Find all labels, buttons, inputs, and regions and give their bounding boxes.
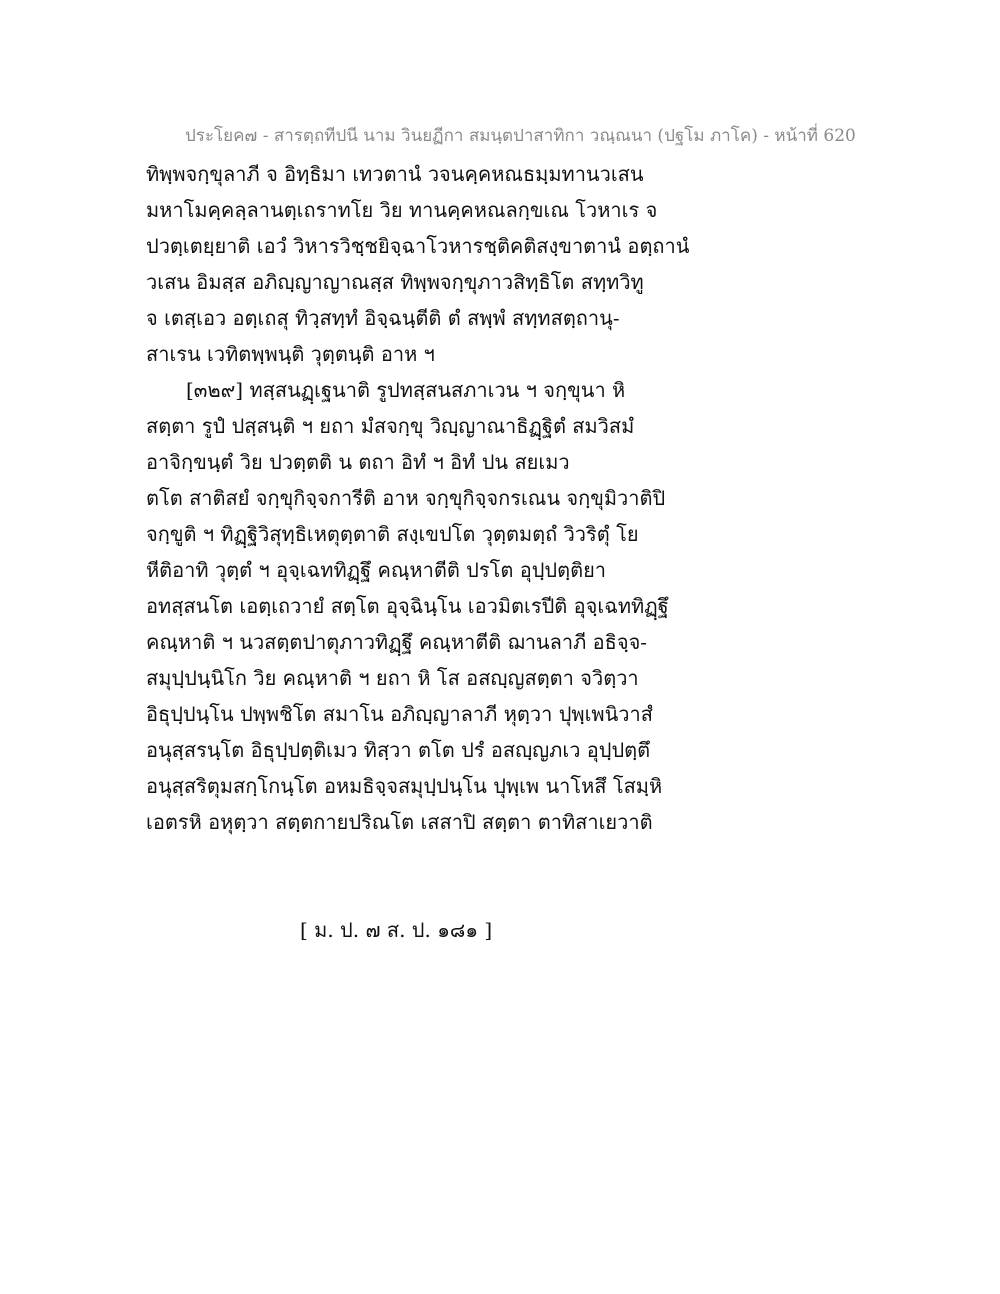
paragraph-start-line: [๓๒๙] ทสฺสนฏฺเฐนาติ รูปทสฺสนสภาเวน ฯ จกฺขุนา หิ xyxy=(186,378,626,402)
text-line: สตฺตา รูปํ ปสฺสนฺติ ฯ ยถา มํสจกฺขุ วิญฺญาณาธิฏฺฐิตํ สมวิสมํ xyxy=(146,414,635,438)
text-line: ตโต สาติสยํ จกฺขุกิจฺจการีติ อาห จกฺขุกิจฺจกรเณน จกฺขุมิวาติปิ xyxy=(146,486,666,510)
text-line: เอตรหิ อหุตฺวา สตฺตกายปริณโต เสสาปิ สตฺตา ตาทิสาเยวาติ xyxy=(146,810,653,834)
text-line: หีติอาทิ วุตฺตํ ฯ อุจฺเฉททิฏฺฐึ คณฺหาตีติ ปรโต อุปฺปตฺติยา xyxy=(146,558,607,582)
text-line: คณฺหาติ ฯ นวสตฺตปาตุภาวทิฏฺฐึ คณฺหาตีติ ฌานลาภี อธิจฺจ- xyxy=(146,630,648,654)
text-line: ปวตฺเตยฺยาติ เอวํ วิหารวิชฺชยิจฺฉาโวหารชฺติคติสงฺขาตานํ อตฺถานํ xyxy=(146,234,690,258)
text-line: จ เตสฺเอว อตฺเถสุ ทิวฺสทฺทํ อิจฺฉนฺตีติ ตํ สพฺพํ สทฺทสตฺถานุ- xyxy=(146,306,620,330)
running-header: ประโยค๗ - สารตฺถทีปนี นาม วินยฏีกา สมนฺตปาสาทิกา วณฺณนา (ปฐโม ภาโค) - หน้าที่ 620 xyxy=(185,126,856,146)
body-text xyxy=(146,156,706,840)
text-line: อทสฺสนโต เอตฺเถวายํ สตฺโต อุจฺฉินฺโน เอวมิตเรปีติ อุจฺเฉททิฏฺฐึ xyxy=(146,594,669,618)
text-line: มหาโมคฺคลฺลานตฺเถราทโย วิย ทานคฺคหณลกฺขเณ โวหาเร จ xyxy=(146,198,658,222)
text-line: ทิพฺพจกฺขุลาภี จ อิทฺธิมา เทวตานํ วจนคฺคหณธมฺมทานวเสน xyxy=(146,162,644,186)
text-line: อนุสฺสรนฺโต อิธุปฺปตฺติเมว ทิสฺวา ตโต ปรํ อสญฺญภเว อุปฺปตฺตึ xyxy=(146,738,651,762)
text-line: อนุสฺสริตุมสกฺโกนฺโต อหมธิจฺจสมุปฺปนฺโน ปุพฺเพ นาโหสึ โสมฺหิ xyxy=(146,774,663,798)
text-line: สาเรน เวทิตพฺพนฺติ วุตฺตนฺติ อาห ฯ xyxy=(146,342,435,366)
text-line: จกฺขูติ ฯ ทิฏฺฐิวิสุทฺธิเหตุตฺตาติ สงฺเขปโต วุตฺตมตฺถํ วิวริตุํ โย xyxy=(146,522,639,546)
page-reference: [ ม. ป. ๗ ส. ป. ๑๘๑ ] xyxy=(300,918,493,942)
text-line: สมุปฺปนฺนิโก วิย คณฺหาติ ฯ ยถา หิ โส อสญฺญสตฺตา จวิตฺวา xyxy=(146,666,639,690)
text-line: วเสน อิมสฺส อภิญฺญาญาณสฺส ทิพฺพจกฺขุภาวสิทฺธิโต สทฺทวิทู xyxy=(146,270,644,294)
text-line: อาจิกฺขนฺตํ วิย ปวตฺตติ น ตถา อิทํ ฯ อิทํ ปน สยเมว xyxy=(146,450,570,474)
text-line: อิธุปฺปนฺโน ปพฺพชิโต สมาโน อภิญฺญาลาภี หุตฺวา ปุพฺเพนิวาสํ xyxy=(146,702,653,726)
